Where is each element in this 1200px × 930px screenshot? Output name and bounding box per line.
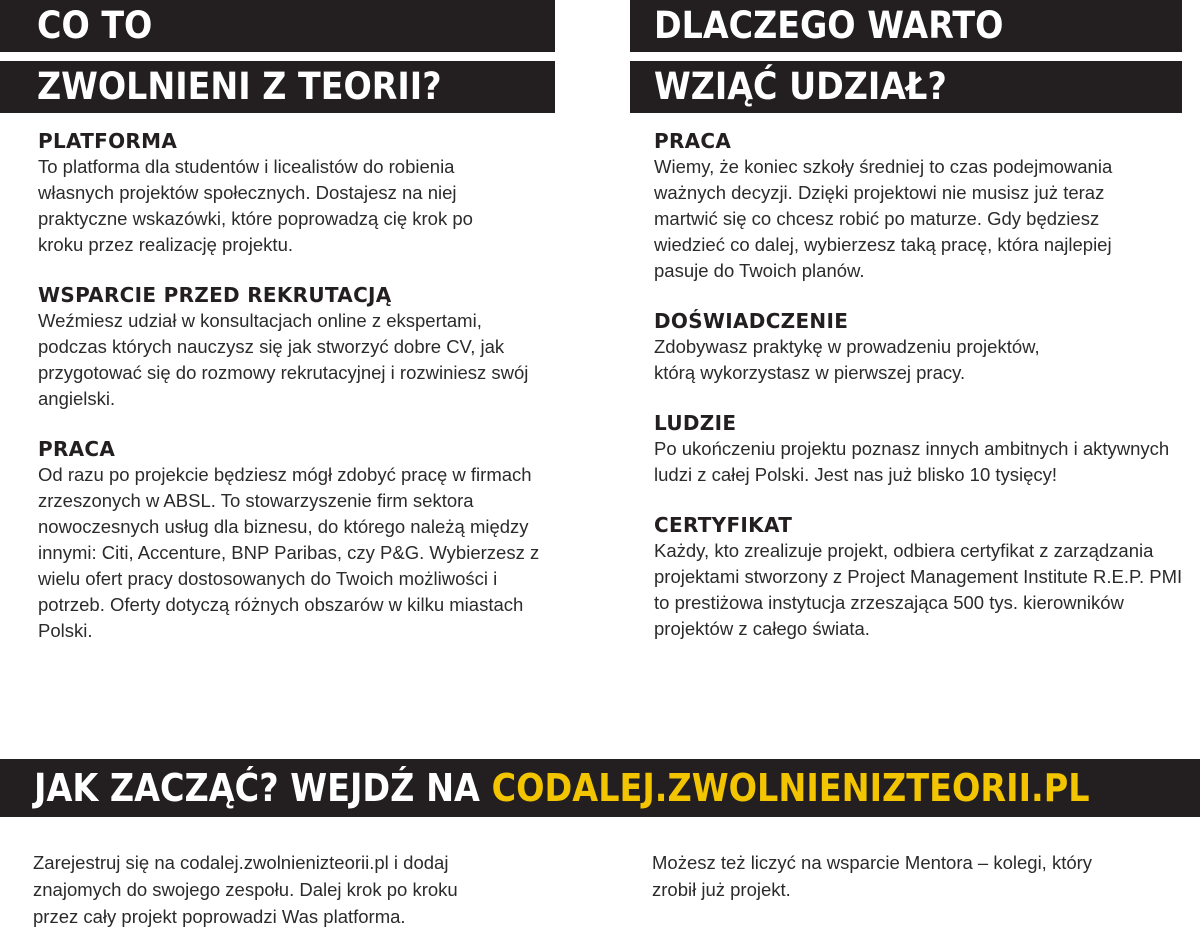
section-doswiadczenie [654, 308, 1198, 386]
section-wsparcie [38, 282, 573, 412]
section-praca-right [654, 128, 1198, 284]
right-header-line2 [630, 61, 1182, 113]
section-platforma [38, 128, 573, 258]
section-body: To platforma dla studentów i licealistów do robienia własnych projektów społecznych. Dostajesz na niej praktyczne wskazówki, które poprowadzą cię krok po kroku przez realizację projektu. [38, 156, 473, 255]
section-body: Wiemy, że koniec szkoły średniej to czas podejmowania ważnych decyzji. Dzięki projektowi nie musisz już teraz martwić się co chcesz robić po maturze. Gdy będziesz wiedzieć co dalej, wybierzesz taką pracę, która najlepiej pasuje do Twoich planów. [654, 156, 1113, 281]
right-header-line2-text: WZIĄĆ UDZIAŁ? [654, 65, 947, 108]
footer-right-text: Możesz też liczyć na wsparcie Mentora – kolegi, który zrobił już projekt. [652, 852, 1093, 900]
left-header-line2-text: ZWOLNIENI Z TEORII? [37, 65, 442, 108]
section-body: Po ukończeniu projektu poznasz innych ambitnych i aktywnych ludzi z całej Polski. Jest nas już blisko 10 tysięcy! [654, 438, 1170, 485]
section-title: LUDZIE [654, 411, 737, 435]
section-title: PLATFORMA [38, 129, 178, 153]
right-column [654, 128, 1198, 666]
section-ludzie [654, 410, 1198, 488]
cta-bar [0, 759, 1200, 817]
section-body: Od razu po projekcie będziesz mógł zdobyć pracę w firmach zrzeszonych w ABSL. To stowarzyszenie firm sektora nowoczesnych usług dla biznesu, do którego należą między innymi: Citi, Accenture, BNP Paribas, czy P&G. Wybierzesz z wielu ofert pracy dostosowanych do Twoich możliwości i potrzeb. Oferty dotyczą różnych obszarów w kilku miastach Polski. [38, 464, 540, 641]
cta-link[interactable]: CODALEJ.ZWOLNIENIZTEORII.PL [491, 766, 1090, 810]
section-body: Weźmiesz udział w konsultacjach online z ekspertami, podczas których nauczysz się jak stworzyć dobre CV, jak przygotować się do rozmowy rekrutacyjnej i rozwiniesz swój angielski. [38, 310, 529, 409]
section-praca-left [38, 436, 573, 644]
section-title: PRACA [38, 437, 116, 461]
cta-inner [34, 759, 1090, 817]
section-title: CERTYFIKAT [654, 513, 793, 537]
section-title: WSPARCIE PRZED REKRUTACJĄ [38, 283, 392, 307]
cta-prefix: JAK ZACZĄĆ? WEJDŹ NA [34, 766, 492, 810]
section-certyfikat [654, 512, 1198, 642]
right-header-line1 [630, 0, 1182, 52]
left-header-line2 [0, 61, 555, 113]
left-column [38, 128, 573, 668]
section-body: Każdy, kto zrealizuje projekt, odbiera certyfikat z zarządzania projektami stworzony z Project Management Institute R.E.P. PMI to prestiżowa instytucja zrzeszająca 500 tys. kierowników projektów z całego świata. [654, 540, 1183, 639]
section-title: DOŚWIADCZENIE [654, 309, 849, 333]
section-title: PRACA [654, 129, 732, 153]
footer-left-text: Zarejestruj się na codalej.zwolnienizteorii.pl i dodaj znajomych do swojego zespołu. Dalej krok po kroku przez cały projekt poprowadzi Was platforma. [33, 852, 458, 927]
right-header-line1-text: DLACZEGO WARTO [654, 4, 1004, 47]
section-body: Zdobywasz praktykę w prowadzeniu projektów, którą wykorzystasz w pierwszej pracy. [654, 336, 1040, 383]
left-header-line1-text: CO TO [37, 4, 153, 47]
left-header-line1 [0, 0, 555, 52]
